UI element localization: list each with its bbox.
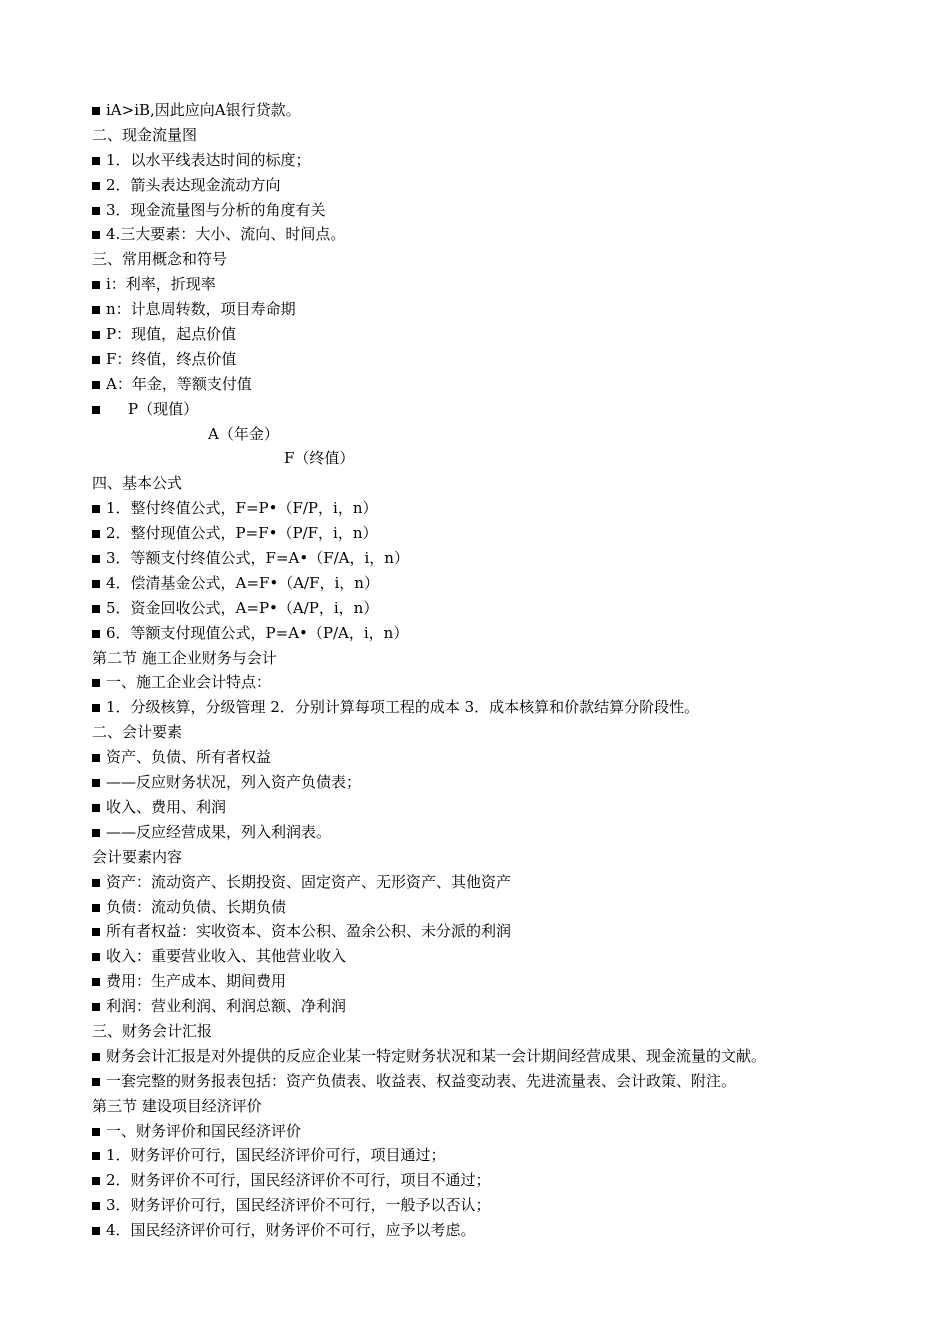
square-bullet-icon — [92, 231, 100, 239]
document-body — [92, 98, 892, 1243]
text-line: 3．现金流量图与分析的角度有关 — [92, 198, 892, 223]
square-bullet-icon — [92, 182, 100, 190]
text-line: 收入：重要营业收入、其他营业收入 — [92, 944, 892, 969]
text-line: 2．财务评价不可行，国民经济评价不可行，项目不通过； — [92, 1168, 892, 1193]
section-heading: 第三节 建设项目经济评价 — [92, 1096, 262, 1115]
text-line: 利润：营业利润、利润总额、净利润 — [92, 994, 892, 1019]
text-line: i：利率，折现率 — [92, 272, 892, 297]
text-line: n：计息周转数，项目寿命期 — [92, 297, 892, 322]
text-line: A（年金） — [208, 424, 279, 443]
text-line: ——反应经营成果，列入利润表。 — [92, 820, 892, 845]
square-bullet-icon — [92, 555, 100, 563]
text-line: 一、施工企业会计特点： — [92, 670, 892, 695]
text-line: 3．财务评价可行，国民经济评价不可行，一般予以否认； — [92, 1193, 892, 1218]
square-bullet-icon — [92, 829, 100, 837]
square-bullet-icon — [92, 928, 100, 936]
text-line: 负债：流动负债、长期负债 — [92, 895, 892, 920]
section-heading: 二、会计要素 — [92, 723, 183, 742]
square-bullet-icon — [92, 978, 100, 986]
text-line: 2．箭头表达现金流动方向 — [92, 173, 892, 198]
section-heading: 三、常用概念和符号 — [92, 250, 228, 269]
square-bullet-icon — [92, 207, 100, 215]
square-bullet-icon — [92, 157, 100, 165]
text-line: 4．国民经济评价可行，财务评价不可行，应予以考虑。 — [92, 1218, 892, 1243]
text-line: 资产：流动资产、长期投资、固定资产、无形资产、其他资产 — [92, 870, 892, 895]
text-line: 1．分级核算，分级管理 2．分别计算每项工程的成本 3．成本核算和价款结算分阶段性。 — [92, 695, 892, 720]
square-bullet-icon — [92, 1177, 100, 1185]
square-bullet-icon — [92, 704, 100, 712]
square-bullet-icon — [92, 107, 100, 115]
text-line: 3．等额支付终值公式，F=A•（F/A，i，n） — [92, 546, 892, 571]
square-bullet-icon — [92, 381, 100, 389]
square-bullet-icon — [92, 754, 100, 762]
section-heading: 三、财务会计汇报 — [92, 1021, 213, 1040]
square-bullet-icon — [92, 1053, 100, 1061]
text-line: F（终值） — [284, 449, 355, 468]
text-line: 4.三大要素：大小、流向、时间点。 — [92, 222, 892, 247]
square-bullet-icon — [92, 530, 100, 538]
square-bullet-icon — [92, 281, 100, 289]
square-bullet-icon — [92, 1202, 100, 1210]
text-line: 6．等额支付现值公式，P=A•（P/A，i，n） — [92, 621, 892, 646]
text-line: 4．偿清基金公式，A=F•（A/F，i，n） — [92, 571, 892, 596]
square-bullet-icon — [92, 1078, 100, 1086]
text-line: 收入、费用、利润 — [92, 795, 892, 820]
section-heading: 会计要素内容 — [92, 847, 183, 866]
square-bullet-icon — [92, 779, 100, 787]
square-bullet-icon — [92, 331, 100, 339]
text-line: 财务会计汇报是对外提供的反应企业某一特定财务状况和某一会计期间经营成果、现金流量的文献。 — [92, 1044, 892, 1069]
text-line: 5．资金回收公式，A=P•（A/P，i，n） — [92, 596, 892, 621]
text-line: 所有者权益：实收资本、资本公积、盈余公积、未分派的利润 — [92, 919, 892, 944]
square-bullet-icon — [92, 1128, 100, 1136]
text-line: P（现值） — [92, 397, 892, 422]
text-line: 一、财务评价和国民经济评价 — [92, 1119, 892, 1144]
square-bullet-icon — [92, 306, 100, 314]
text-line: 1．财务评价可行，国民经济评价可行，项目通过； — [92, 1143, 892, 1168]
square-bullet-icon — [92, 630, 100, 638]
text-line: 资产、负债、所有者权益 — [92, 745, 892, 770]
text-line: 费用：生产成本、期间费用 — [92, 969, 892, 994]
square-bullet-icon — [92, 1003, 100, 1011]
text-line: iA>iB,因此应向A银行贷款。 — [92, 98, 892, 123]
square-bullet-icon — [92, 953, 100, 961]
text-line: P：现值，起点价值 — [92, 322, 892, 347]
text-line: F：终值，终点价值 — [92, 347, 892, 372]
text-line: ——反应财务状况，列入资产负债表； — [92, 770, 892, 795]
square-bullet-icon — [92, 580, 100, 588]
square-bullet-icon — [92, 904, 100, 912]
section-heading: 四、基本公式 — [92, 474, 183, 493]
square-bullet-icon — [92, 879, 100, 887]
square-bullet-icon — [92, 505, 100, 513]
text-line: 2．整付现值公式，P=F•（P/F，i，n） — [92, 521, 892, 546]
section-heading: 二、现金流量图 — [92, 125, 198, 144]
square-bullet-icon — [92, 605, 100, 613]
square-bullet-icon — [92, 804, 100, 812]
text-line: 1．以水平线表达时间的标度； — [92, 148, 892, 173]
square-bullet-icon — [92, 406, 100, 414]
text-line: 1．整付终值公式，F=P•（F/P，i，n） — [92, 496, 892, 521]
square-bullet-icon — [92, 356, 100, 364]
text-line: A：年金，等额支付值 — [92, 372, 892, 397]
text-line: 一套完整的财务报表包括：资产负债表、收益表、权益变动表、先进流量表、会计政策、附注。 — [92, 1069, 892, 1094]
square-bullet-icon — [92, 1152, 100, 1160]
section-heading: 第二节 施工企业财务与会计 — [92, 648, 277, 667]
square-bullet-icon — [92, 679, 100, 687]
square-bullet-icon — [92, 1227, 100, 1235]
